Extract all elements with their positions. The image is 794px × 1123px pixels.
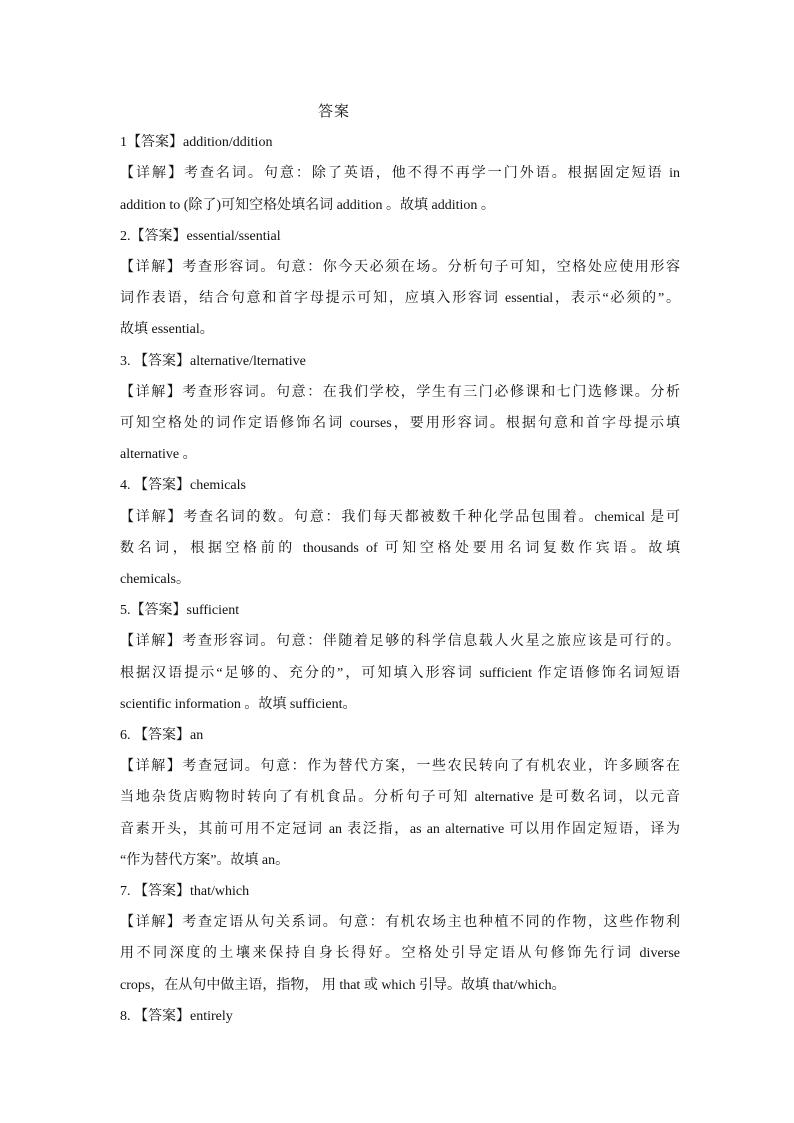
explanation-7-line-1: 【详解】考查定语从句关系词。句意：有机农场主也种植不同的作物，这些作物利 <box>120 915 680 930</box>
explanation-5-line-2: 根据汉语提示“足够的、充分的”，可知填入形容词 sufficient 作定语修饰名词短语 <box>120 666 680 681</box>
explanation-5-line-1: 【详解】考查形容词。句意：伴随着足够的科学信息载人火星之旅应该是可行的。 <box>120 634 680 649</box>
explanation-3-line-2: 可知空格处的词作定语修饰名词 courses，要用形容词。根据句意和首字母提示填 <box>120 416 680 431</box>
explanation-6-line-3: 音素开头，其前可用不定冠词 an 表泛指，as an alternative 可以用作固定短语，译为 <box>120 822 680 837</box>
explanation-6-line-4: “作为替代方案”。故填 an。 <box>120 853 290 868</box>
explanation-7-line-3: crops，在从句中做主语，指物， 用 that 或 which 引导。故填 that/which。 <box>120 978 566 993</box>
explanation-6-line-2: 当地杂货店购物时转向了有机食品。分析句子可知 alternative 是可数名词，以元音 <box>120 790 680 805</box>
answer-2-heading: 2.【答案】essential/ssential <box>120 229 281 244</box>
answer-7-heading: 7. 【答案】that/which <box>120 884 250 899</box>
explanation-1-line-2: addition to (除了)可知空格处填名词 addition 。故填 addition 。 <box>120 198 495 213</box>
explanation-4-line-3: chemicals。 <box>120 572 190 587</box>
answer-8-heading: 8. 【答案】entirely <box>120 1009 233 1024</box>
answer-1-heading: 1【答案】addition/ddition <box>120 135 273 150</box>
explanation-3-line-3: alternative 。 <box>120 447 197 462</box>
answer-5-heading: 5.【答案】sufficient <box>120 603 240 618</box>
explanation-6-line-1: 【详解】考查冠词。句意：作为替代方案，一些农民转向了有机农业，许多顾客在 <box>120 759 680 774</box>
explanation-2-line-2: 词作表语，结合句意和首字母提示可知，应填入形容词 essential，表示“必须的”。 <box>120 291 680 306</box>
explanation-5-line-3: scientific information 。故填 sufficient。 <box>120 697 357 712</box>
explanation-1-line-1: 【详解】考查名词。句意：除了英语，他不得不再学一门外语。根据固定短语 in <box>120 166 680 181</box>
explanation-4-line-1: 【详解】考查名词的数。句意：我们每天都被数千种化学品包围着。chemical 是可 <box>120 510 680 525</box>
answer-4-heading: 4. 【答案】chemicals <box>120 478 246 493</box>
explanation-2-line-1: 【详解】考查形容词。句意：你今天必须在场。分析句子可知，空格处应使用形容 <box>120 260 680 275</box>
explanation-2-line-3: 故填 essential。 <box>120 322 214 337</box>
page-title: 答案 <box>317 104 350 120</box>
explanation-3-line-1: 【详解】考查形容词。句意：在我们学校，学生有三门必修课和七门选修课。分析 <box>120 385 680 400</box>
answer-3-heading: 3. 【答案】alternative/lternative <box>120 354 306 369</box>
answer-6-heading: 6. 【答案】an <box>120 728 204 743</box>
explanation-7-line-2: 用不同深度的土壤来保持自身长得好。空格处引导定语从句修饰先行词 diverse <box>120 946 680 961</box>
explanation-4-line-2: 数名词，根据空格前的 thousands of 可知空格处要用名词复数作宾语。故填 <box>120 541 680 556</box>
